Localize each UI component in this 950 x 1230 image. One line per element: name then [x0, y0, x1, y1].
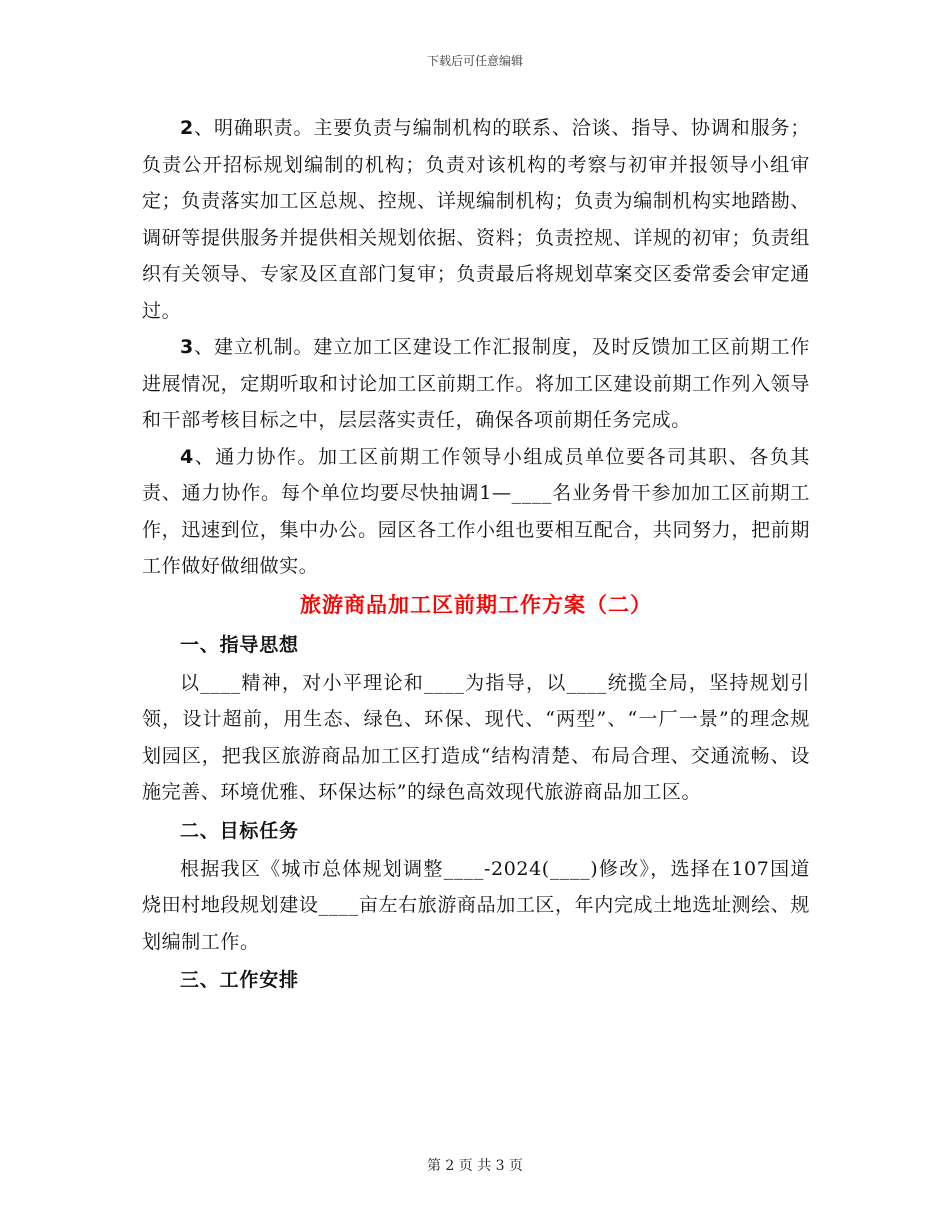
- item-number: 4: [180, 445, 194, 468]
- document-body: [142, 110, 810, 1000]
- section-body-guiding-ideology: 以____精神，对小平理论和____为指导，以____统揽全局，坚持规划引领，设计超前，用生态、绿色、环保、现代、“两型”、“一厂一景”的理念规划园区，把我区旅游商品加工区打造成“结构清楚、布局合理、交通流畅、设施完善、环境优雅、环保达标”的绿色高效现代旅游商品加工区。: [142, 671, 810, 803]
- paragraph-2: [142, 110, 810, 329]
- paragraph-text: 、建立机制。建立加工区建设工作汇报制度，及时反馈加工区前期工作进展情况，定期听取和讨论加工区前期工作。将加工区建设前期工作列入领导和干部考核目标之中，层层落实责任，确保各项前期任务完成。: [142, 336, 810, 431]
- document-title: 旅游商品加工区前期工作方案（二）: [300, 591, 652, 617]
- paragraph-3: [142, 329, 810, 439]
- section-heading-goals: 二、目标任务: [180, 819, 299, 842]
- item-number: 3: [180, 336, 194, 358]
- page-header: 下载后可任意编辑: [426, 54, 523, 68]
- page-footer: 第 2 页 共 3 页: [426, 1158, 524, 1174]
- item-number: 2: [180, 117, 194, 139]
- section-heading-work-arrangement: 三、工作安排: [180, 969, 299, 991]
- paragraph-text: 、明确职责。主要负责与编制机构的联系、洽谈、指导、协调和服务；负责公开招标规划编制的机构；负责对该机构的考察与初审并报领导小组审定；负责落实加工区总规、控规、详规编制机构；负责为编制机构实地踏勘、调研等提供服务并提供相关规划依据、资料；负责控规、详规的初审；负责组织有关领导、专家及区直部门复审；负责最后将规划草案交区委常委会审定通过。: [142, 117, 810, 322]
- section-body-goals: 根据我区《城市总体规划调整____-2024(____)修改》，选择在107国道烧田村地段规划建设____亩左右旅游商品加工区，年内完成土地选址测绘、规划编制工作。: [142, 857, 810, 953]
- paragraph-4: [142, 439, 810, 585]
- paragraph-text: 、通力协作。加工区前期工作领导小组成员单位要各司其职、各负其责、通力协作。每个单位均要尽快抽调1—____名业务骨干参加加工区前期工作，迅速到位，集中办公。园区各工作小组也要相互配合，共同努力，把前期工作做好做细做实。: [142, 445, 810, 577]
- section-heading-guiding-ideology: 一、指导思想: [180, 633, 299, 656]
